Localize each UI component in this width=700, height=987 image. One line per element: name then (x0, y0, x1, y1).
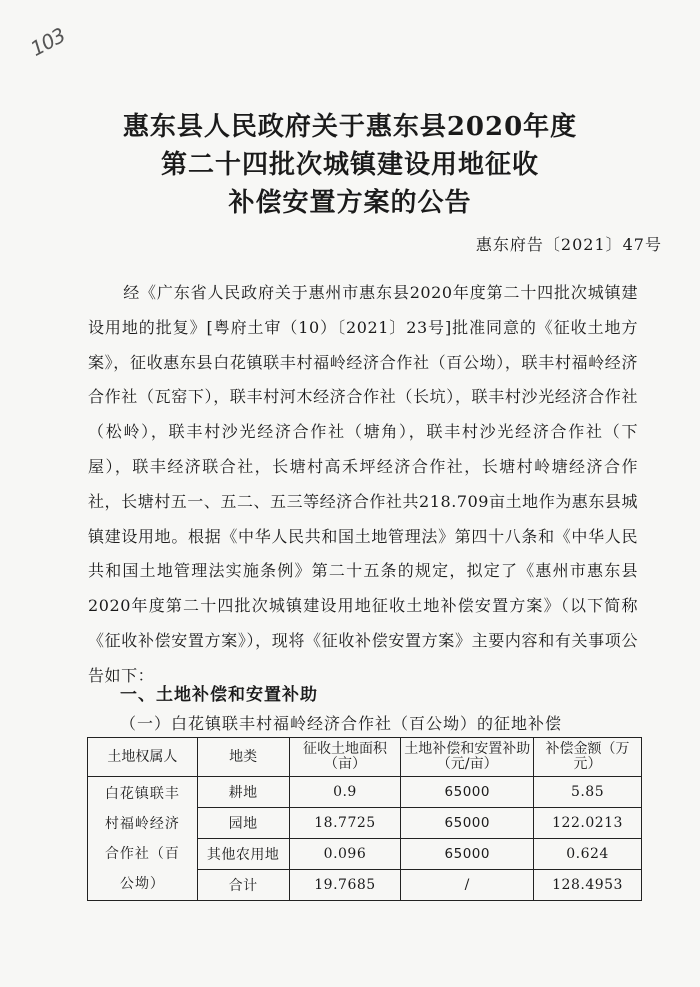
land-type-cell: 合计 (197, 870, 289, 901)
area-cell: 19.7685 (289, 870, 401, 901)
amount-cell: 122.0213 (534, 808, 642, 839)
title-line-2: 第二十四批次城镇建设用地征收 (160, 150, 539, 180)
header-amount: 补偿金额（万元） (534, 738, 642, 777)
title-line-1: 惠东县人民政府关于惠东县2020年度 (122, 112, 578, 142)
title-line-3: 补偿安置方案的公告 (228, 188, 472, 218)
header-rate: 土地补偿和安置补助（元/亩） (401, 738, 534, 777)
amount-cell: 5.85 (534, 777, 642, 808)
amount-cell: 128.4953 (534, 870, 642, 901)
area-cell: 18.7725 (289, 808, 401, 839)
land-type-cell: 园地 (197, 808, 289, 839)
owner-cell: 白花镇联丰村福岭经济合作社（百公坳） (88, 777, 198, 901)
document-number: 惠东府告〔2021〕47号 (475, 235, 662, 254)
rate-cell: / (401, 870, 534, 901)
body-paragraph: 经《广东省人民政府关于惠州市惠东县2020年度第二十四批次城镇建设用地的批复》[粤府土审（10）〔2021〕23号]批准同意的《征收土地方案》，征收惠东县白花镇联丰村福岭经济合作社（百公坳），联丰村福岭经济合作社（瓦窑下），联丰村河木经济合作社（长坑），联丰村沙光经济合作社（松岭），联丰村沙光经济合作社（塘角），联丰村沙光经济合作社（下屋），联丰经济联合社，长塘村高禾坪经济合作社，长塘村岭塘经济合作社，长塘村五一、五二、五三等经济合作社共218.709亩土地作为惠东县城镇建设用地。根据《中华人民共和国土地管理法》第四十八条和《中华人民共和国土地管理法实施条例》第二十五条的规定，拟定了《惠州市惠东县2020年度第二十四批次城镇建设用地征收土地补偿安置方案》（以下简称《征收补偿安置方案》），现将《征收补偿安置方案》主要内容和有关事项公告如下： (88, 283, 638, 685)
header-land-type: 地类 (197, 738, 289, 777)
rate-cell: 65000 (401, 839, 534, 870)
table-header-row (88, 738, 642, 777)
sub-heading: （一）白花镇联丰村福岭经济合作社（百公坳）的征地补偿 (120, 714, 563, 733)
land-type-cell: 其他农用地 (197, 839, 289, 870)
amount-cell: 0.624 (534, 839, 642, 870)
table-row (88, 777, 642, 808)
document-title (0, 108, 700, 222)
rate-cell: 65000 (401, 808, 534, 839)
rate-cell: 65000 (401, 777, 534, 808)
header-area: 征收土地面积（亩） (289, 738, 401, 777)
area-cell: 0.096 (289, 839, 401, 870)
compensation-table (87, 737, 642, 901)
header-owner: 土地权属人 (88, 738, 198, 777)
handwritten-annotation: 103 (26, 23, 69, 61)
land-type-cell: 耕地 (197, 777, 289, 808)
area-cell: 0.9 (289, 777, 401, 808)
section-heading: 一、土地补偿和安置补助 (120, 685, 318, 705)
